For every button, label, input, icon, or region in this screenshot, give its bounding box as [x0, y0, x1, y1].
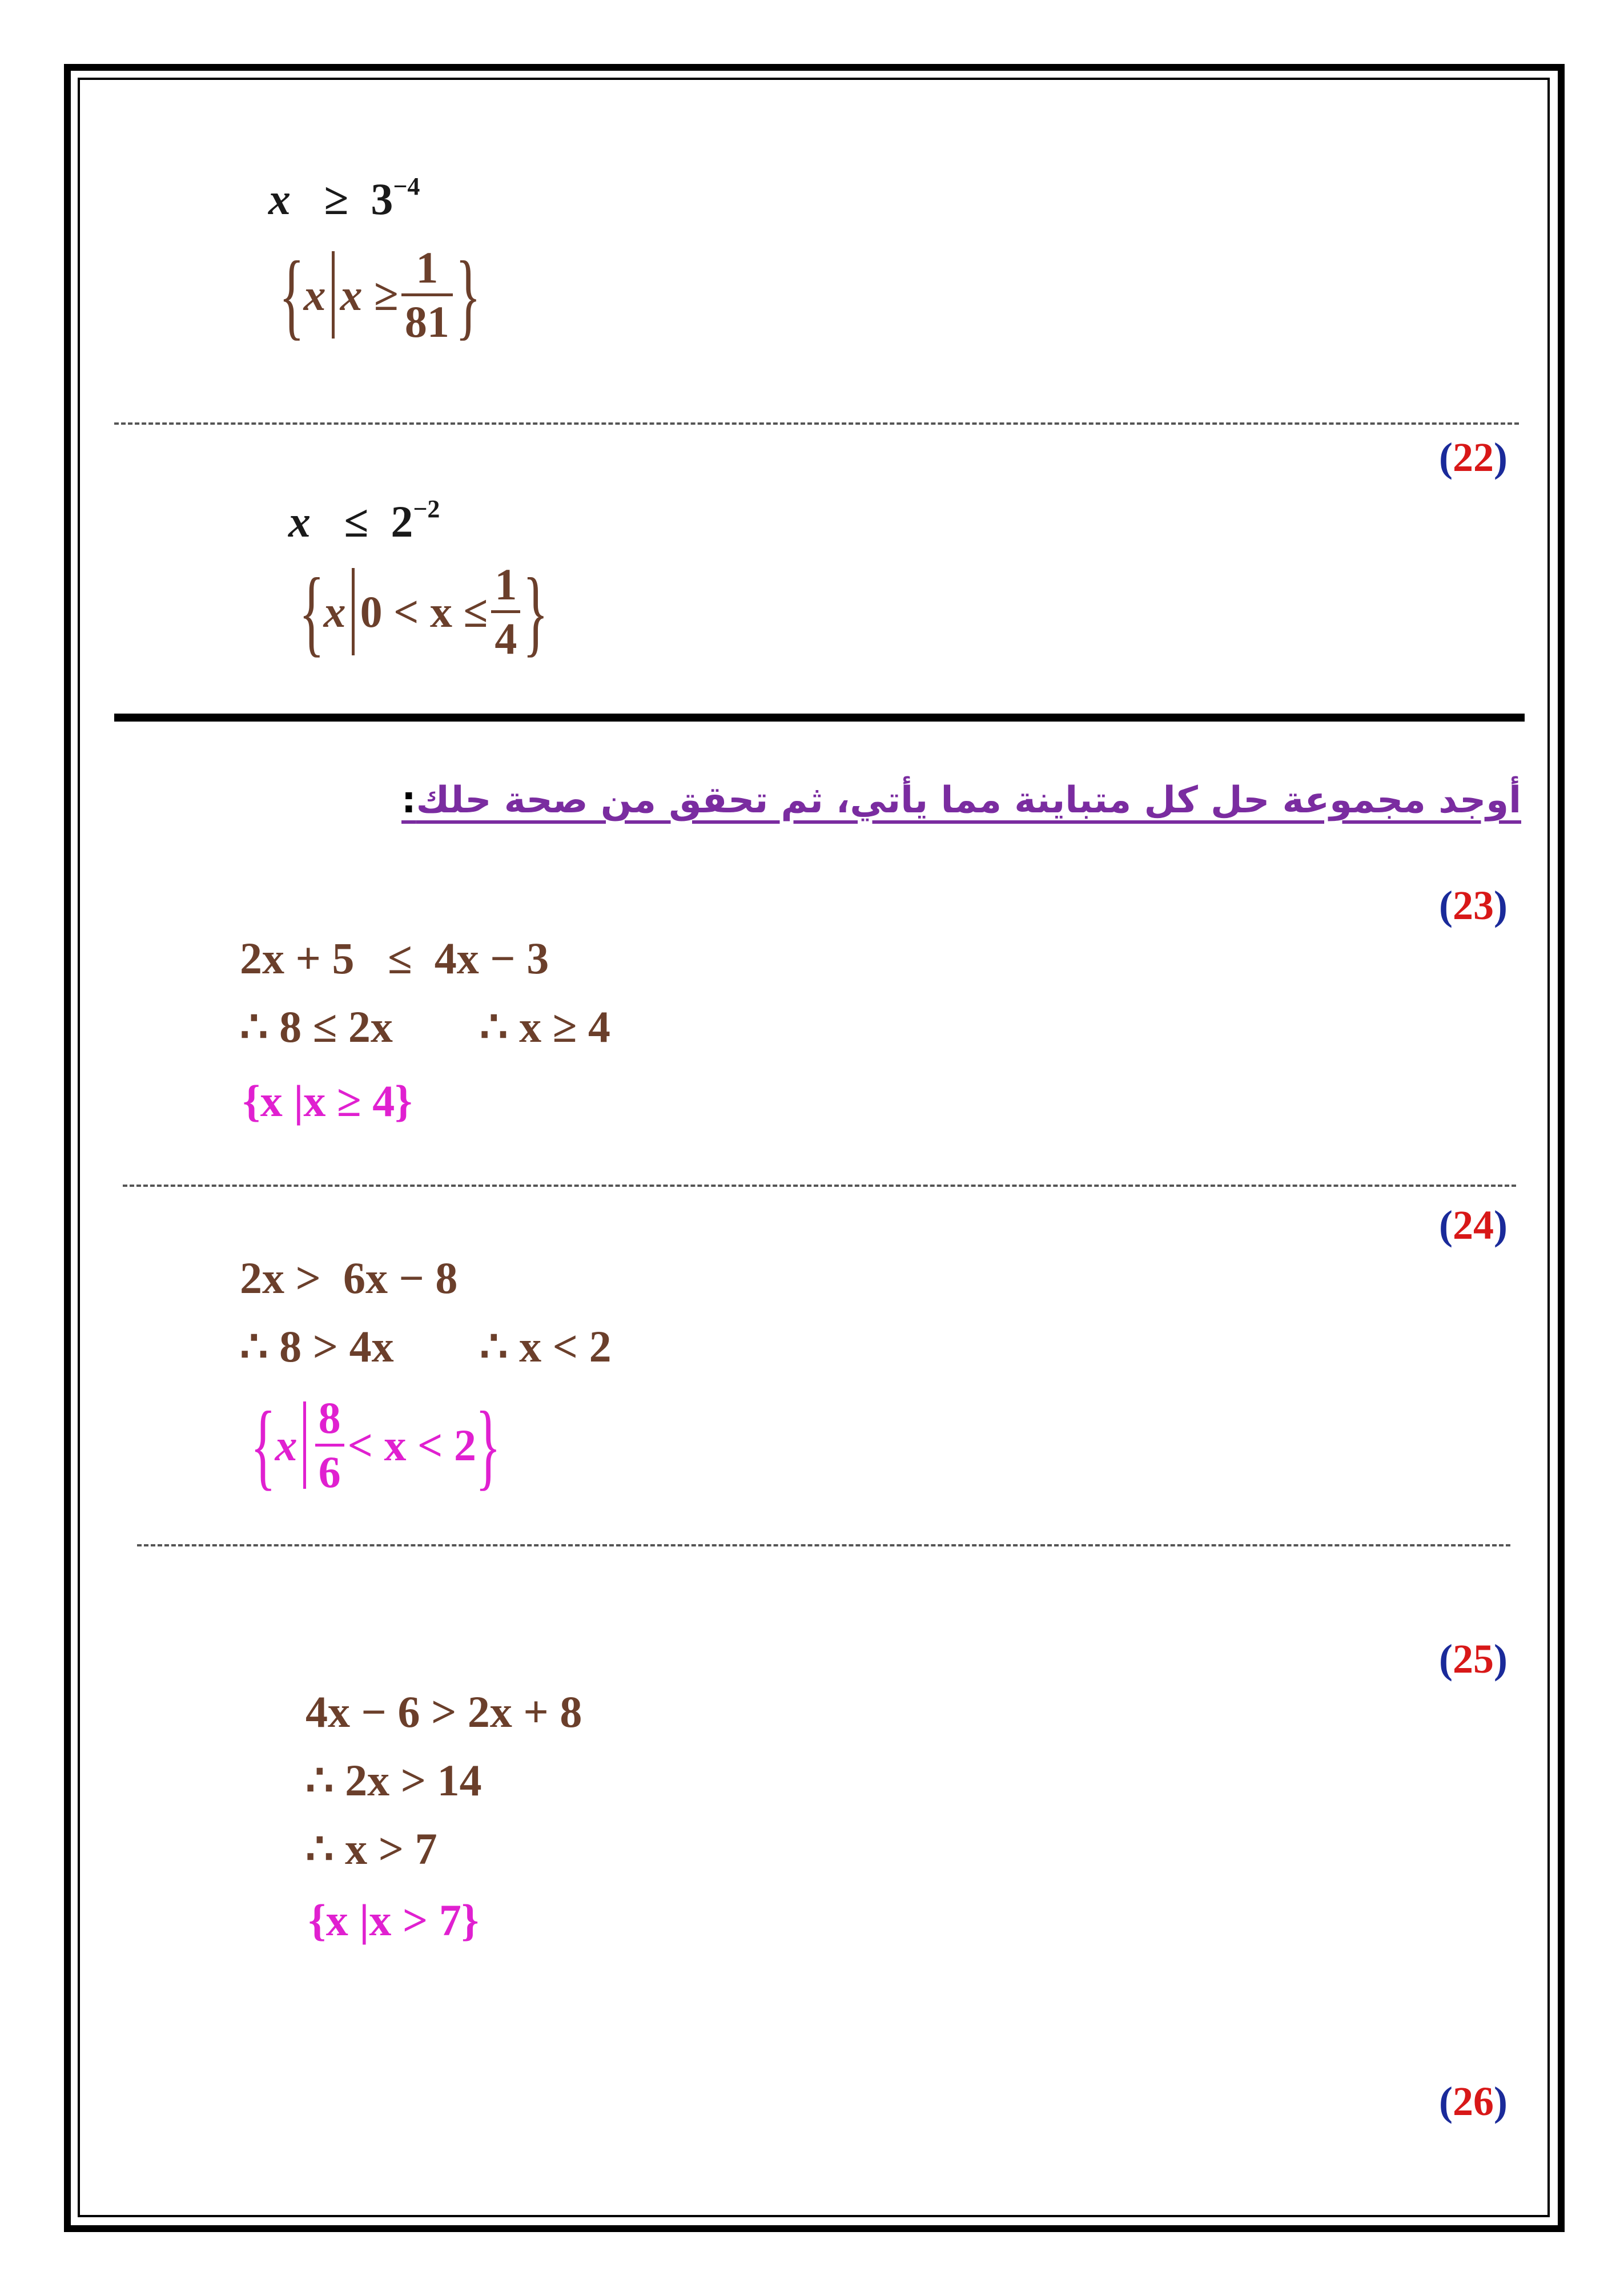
separator-solid [114, 714, 1525, 722]
p24-step-b: ∴ x < 2 [480, 1322, 612, 1371]
p22-solution-set: { x 0 < x ≤ 1 4 } [299, 558, 549, 666]
p21-inequality: x ≥ $3^{-4}$ [268, 172, 420, 224]
separator-dashed-2 [123, 1185, 1516, 1187]
problem-number-26: (26) [1439, 2079, 1508, 2124]
p22-inequality: x ≤ $2^{-2}$ [288, 495, 440, 546]
p24-inequality: 2x > 6x − 8 [240, 1253, 458, 1303]
p25-step-2: ∴ x > 7 [305, 1824, 437, 1874]
p23-step-a: ∴ 8 ≤ 2x [240, 1002, 393, 1052]
problem-number-25: (25) [1439, 1636, 1508, 1682]
p25-inequality: 4x − 6 > 2x + 8 [305, 1687, 582, 1737]
page-border-inner [78, 78, 1550, 2217]
problem-number-23: (23) [1439, 883, 1508, 928]
p23-step-b: ∴ x ≥ 4 [480, 1002, 610, 1052]
p24-solution-set: { x 8 6 < x < 2 } [250, 1391, 501, 1499]
p21-solution-set: { x x ≥ 1 81 } [279, 241, 481, 349]
separator-dashed-1 [114, 422, 1519, 425]
p25-solution-set: {x |x > 7} [308, 1895, 479, 1945]
section-heading: أوجد مجموعة حل كل متباينة مما يأتي، ثم تحقق من صحة حلك: [401, 779, 1521, 821]
problem-number-22: (22) [1439, 434, 1508, 480]
p24-step-a: ∴ 8 > 4x [240, 1322, 394, 1371]
separator-dashed-3 [137, 1544, 1510, 1546]
p23-inequality: 2x + 5 ≤ 4x − 3 [240, 933, 549, 983]
problem-number-24: (24) [1439, 1202, 1508, 1248]
p23-solution-set: {x |x ≥ 4} [243, 1076, 412, 1126]
p25-step-1: ∴ 2x > 14 [305, 1755, 482, 1805]
